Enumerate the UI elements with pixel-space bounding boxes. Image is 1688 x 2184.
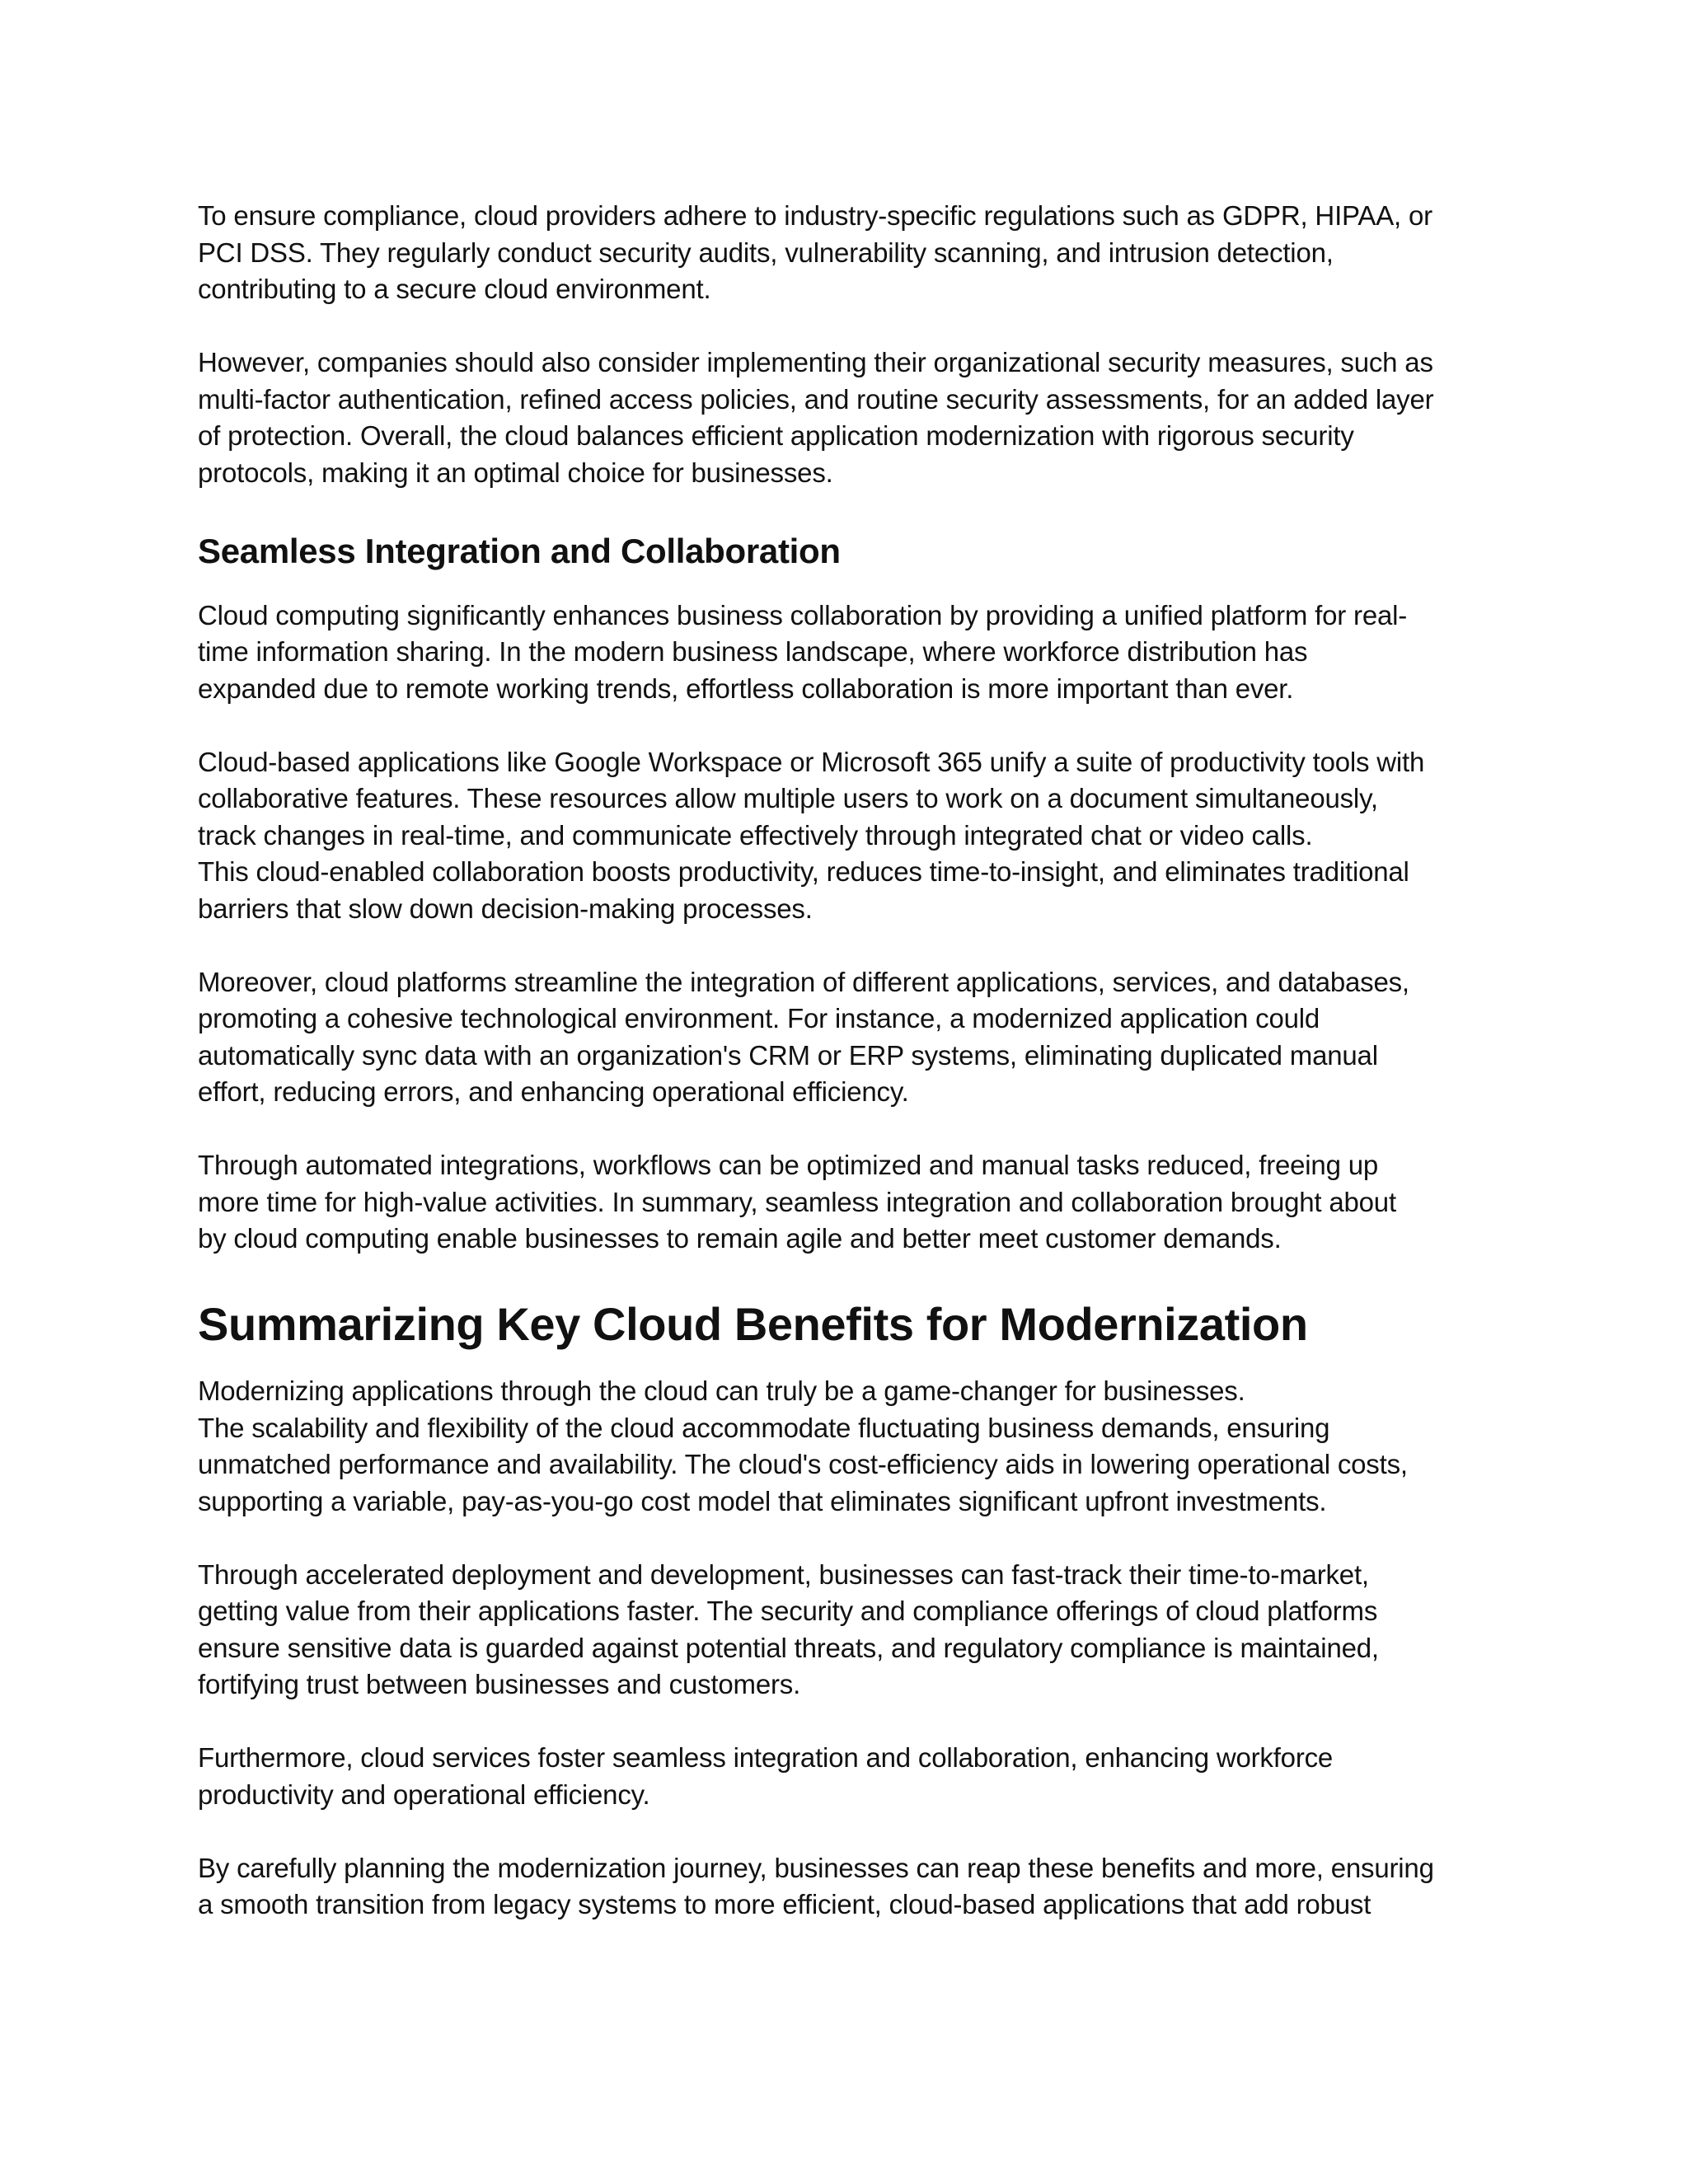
paragraph-automated-integrations <box>198 1147 1500 1258</box>
text-line: collaborative features. These resources allow multiple users to work on a document simultaneously, <box>198 783 1378 813</box>
text-line: protocols, making it an optimal choice for businesses. <box>198 457 833 488</box>
paragraph-compliance <box>198 198 1500 308</box>
text-line: unmatched performance and availability. The cloud's cost-efficiency aids in lowering operational costs, <box>198 1449 1408 1479</box>
text-line: expanded due to remote working trends, effortless collaboration is more important than ever. <box>198 673 1294 704</box>
paragraph-summary-deployment <box>198 1557 1500 1704</box>
text-line: barriers that slow down decision-making processes. <box>198 893 813 924</box>
text-line: multi-factor authentication, refined access policies, and routine security assessments, for an added layer <box>198 383 1434 415</box>
text-line: The scalability and flexibility of the cloud accommodate fluctuating business demands, ensuring <box>198 1412 1330 1443</box>
text-line: However, companies should also consider implementing their organizational security measures, such as <box>198 347 1433 377</box>
paragraph-platform-integration <box>198 964 1500 1111</box>
text-line: ensure sensitive data is guarded against potential threats, and regulatory compliance is maintained, <box>198 1632 1379 1663</box>
paragraph-security-measures <box>198 344 1500 491</box>
text-line: more time for high-value activities. In summary, seamless integration and collaboration brought about <box>198 1186 1396 1217</box>
text-line: Through automated integrations, workflows can be optimized and manual tasks reduced, freeing up <box>198 1150 1379 1180</box>
text-line: contributing to a secure cloud environment. <box>198 274 711 304</box>
text-line: automatically sync data with an organization's CRM or ERP systems, eliminating duplicated manual <box>198 1039 1378 1071</box>
text-line: by cloud computing enable businesses to remain agile and better meet customer demands. <box>198 1223 1282 1254</box>
text-line: Through accelerated deployment and development, businesses can fast-track their time-to-market, <box>198 1558 1369 1590</box>
text-line: supporting a variable, pay-as-you-go cost model that eliminates significant upfront investments. <box>198 1485 1327 1516</box>
text-line: Furthermore, cloud services foster seamless integration and collaboration, enhancing workforce <box>198 1742 1334 1773</box>
text-line: Cloud computing significantly enhances business collaboration by providing a unified platform for real- <box>198 599 1408 630</box>
text-line: a smooth transition from legacy systems to more efficient, cloud-based applications that add robust <box>198 1889 1372 1919</box>
text-line: effort, reducing errors, and enhancing operational efficiency. <box>198 1076 909 1107</box>
paragraph-summary-planning <box>198 1850 1500 1924</box>
paragraph-collaboration-intro <box>198 598 1500 708</box>
document-page <box>198 198 1500 1924</box>
text-line: productivity and operational efficiency. <box>198 1779 650 1810</box>
text-line: This cloud-enabled collaboration boosts productivity, reduces time-to-insight, and eliminates traditional <box>198 856 1409 887</box>
text-line: PCI DSS. They regularly conduct security audits, vulnerability scanning, and intrusion detection, <box>198 237 1334 268</box>
paragraph-summary-scalability <box>198 1373 1500 1520</box>
text-line: promoting a cohesive technological environment. For instance, a modernized application could <box>198 1003 1320 1033</box>
section-heading-integration: Seamless Integration and Collaboration <box>198 531 841 570</box>
paragraph-cloud-apps <box>198 744 1500 928</box>
text-line: By carefully planning the modernization journey, businesses can reap these benefits and more, ensuring <box>198 1852 1434 1883</box>
section-heading-summary: Summarizing Key Cloud Benefits for Modernization <box>198 1298 1308 1350</box>
paragraph-summary-integration <box>198 1740 1500 1813</box>
text-line: To ensure compliance, cloud providers adhere to industry-specific regulations such as GDPR, HIPAA, or <box>198 200 1432 231</box>
text-line: Cloud-based applications like Google Workspace or Microsoft 365 unify a suite of productivity tools with <box>198 746 1425 777</box>
text-line: getting value from their applications faster. The security and compliance offerings of cloud platforms <box>198 1596 1378 1626</box>
text-line: of protection. Overall, the cloud balances efficient application modernization with rigorous security <box>198 420 1354 451</box>
text-line: fortifying trust between businesses and customers. <box>198 1669 801 1699</box>
text-line: Moreover, cloud platforms streamline the integration of different applications, services, and databases, <box>198 966 1409 997</box>
text-line: time information sharing. In the modern business landscape, where workforce distribution has <box>198 636 1308 667</box>
text-line: track changes in real-time, and communicate effectively through integrated chat or video calls. <box>198 819 1313 851</box>
text-line: Modernizing applications through the cloud can truly be a game-changer for businesses. <box>198 1376 1245 1406</box>
